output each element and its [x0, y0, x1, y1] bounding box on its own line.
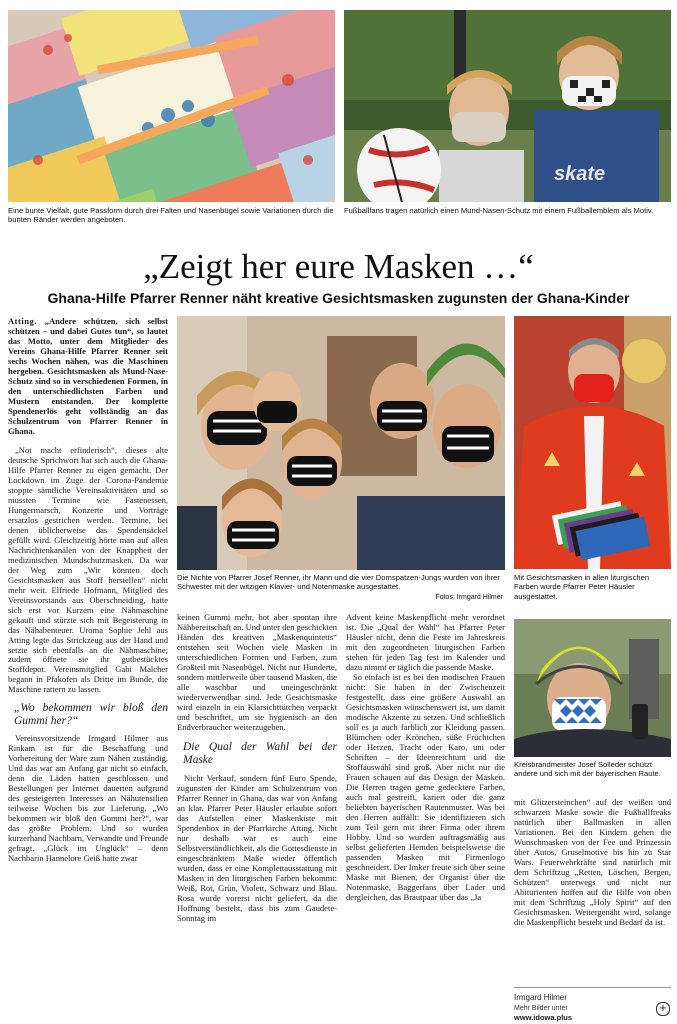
col4-paragraph-1: mit Glitzersteinchen“ auf der weißen und schwarzen Maske sowie die Fußballfreaks natürlich über Ballmasken in allen Variationen. Bei den Kindern gehen die Wunschmasken von der Fee und Prinzessin über Autos, Gruselmotive bis hin zu Star Wars. Feuerwehrkräfte sind natürlich mit dem Schriftzug „Retten, Löschen, Bergen, Schützen“ unterwegs und nicht nur Abiturienten hoffen auf die Hilfe von oben mit dem Schriftzug „Holy Spirit“ auf den Gesichtsmasken. Weitergenäht wird, solange die Maskenpflicht besteht und Bedarf da ist. [514, 797, 671, 927]
byline-divider [514, 987, 671, 988]
col3-paragraph-1: Advent keine Maskenpflicht mehr verordnet ist. Die „Qual der Wahl“ hat Pfarrer Peter Häusler nicht, denn die Feste im Jahreskreis mit den zugeordneten liturgischen Farben stehen für jeden Tag fest im Kalender und dazu nimmt er täglich die passende Maske. [346, 612, 505, 672]
caption-firefighter: Kreisbrandmeister Josef Solleder schützt andere und sich mit der bayerischen Raute. [514, 760, 661, 779]
subheadline: Ghana-Hilfe Pfarrer Renner näht kreative Gesichtsmasken zugunsten der Ghana-Kinder [47, 290, 630, 306]
domspatzen-group-photo [177, 316, 505, 570]
column-1 [8, 316, 168, 863]
lead-text: „Andere schützen, sich selbst schützen – und dabei Gutes tun“, so lautet das Motto, unter dem Mitglieder des Vereins Ghana-Hilfe Pfarrer Renner seit sechs Wochen nähen, was die Maschinen hergeben. Gesichtsmasken als Mund-Nase-Schutz sind so in verschiedenen Formen, in den unterschiedlichsten Farben und Mustern entstanden. Der komplette Spendenerlös geht vollständig an das Schulzentrum von Pfarrer Renner in Ghana. [8, 316, 168, 436]
col1-paragraph-2: Vereinsvorsitzende Irmgard Hilmer aus Rinkam ist für die Beschaffung und Vorbereitung der Ware zum Nähen zuständig. Und das war am Anfang gar nicht so einfach, denn die Läden hatten geschlossen und Bestellungen per Internet dauerten aufgrund des gesteigerten Interesses an Nähutensilien teilweise Wochen bis zur Lieferung. „Wo bekommen wir bloß den Gummi her?“, war das größte Problem. Und so wurden kurzerhand Nachbarn, Verwandte und Freunde gefragt. „Glück im Unglück“ – denn Nachbarin Hannelore Geiß hatte zwar [8, 733, 168, 864]
col2-paragraph-1: keinen Gummi mehr, bot aber spontan ihre Nähbereitschaft an. Und unter den geschickten Händen des kreativen „Maskenquintetts“ entstehen seit Wochen viele Masken in unterschiedlichen Formen und Farben, zum Großteil mit Nasenbügel. Nicht nur Hunderte, sondern mittlerweile über tausend Masken, die alle waschbar und uneingeschränkt wiederverwendbar sind. Jede Gesichtsmaske wird einzeln in ein Klarsichttütchen verpackt und beschriftet, um sie hygienisch an den Endverbraucher weiterzugeben. [177, 612, 337, 732]
lead-paragraph [8, 316, 168, 436]
column-3 [346, 612, 505, 902]
byline-author: Irmgard Hilmer [514, 993, 567, 1002]
plus-icon: + [656, 1002, 670, 1016]
col2-paragraph-2: Nicht Verkauf, sondern fünf Euro Spende, zugunsten der Kinder am Schulzentrum von Pfarrer Renner in Ghana, das war von Anfang an klar. Pfarrer Peter Häusler erlaubte sofort das Aufstellen einer Maskenkiste mit Spendenbox in der Pfarrkirche Atting. Nicht nur deshalb war es auch eine Selbstverständlichkeit, als die Gottesdienste in eingeschränktem Maße wieder öffentlich wurden, dass er eine Komplettausstattung mit Masken in den liturgischen Farben bekommt: Weiß, Rot, Grün, Violett, Schwarz und Blau. Rosa wurde vorerst nicht geliefert, da die Hoffnung besteht, dass bis zum Gaudete-Sonntag im [177, 772, 337, 923]
svg-text:skate: skate [554, 163, 606, 185]
column-4 [514, 797, 671, 927]
caption-domspatzen: Die Nichte von Pfarrer Josef Renner, ihr Mann und die vier Domspatzen-Jungs wurden von ihrer Schwester mit der witzigen Klavier- und Notenmaske ausgestattet. [177, 573, 500, 592]
byline-more-pictures: Mehr Bilder unter [514, 1005, 568, 1012]
firefighter-photo [514, 619, 671, 757]
subhead-qual-der-wahl: Die Qual der Wahl bei der Maske [183, 740, 337, 766]
priest-photo [514, 316, 671, 569]
headline: „Zeigt her eure Masken …“ [143, 247, 534, 286]
subhead-gummi: „Wo bekommen wir bloß den Gummi her?“ [14, 702, 168, 728]
masks-fabric-photo [8, 10, 335, 202]
caption-football-fans: Fußballfans tragen natürlich einen Mund-Nasen-Schutz mit einem Fußballemblem als Motiv. [344, 206, 654, 215]
lead-place: Atting. [8, 316, 37, 326]
column-2 [177, 612, 337, 923]
caption-priest: Mit Gesichtsmasken in allen liturgischen Farben wurde Pfarrer Peter Häusler ausgestattet. [514, 573, 650, 601]
col1-paragraph-1: „Not macht erfinderisch“, dieses alte deutsche Sprichwort hat sich auch die Ghana-Hilfe Pfarrer Renner zu eigen gemacht. Der Lockdown im Zuge der Corona-Pandemie stoppte sämtliche Vereinsaktivitäten und so mussten Termine wie Fastenessen, Hungermarsch, Konzerte und Vorträge ersatzlos gestrichen werden. Termine, bei denen üblicherweise das Spendensäckel gefüllt wird. Gleichzeitig hörte man auf allen Nachrichtenkanälen von der Knappheit der medizinischen Mundschutzmasken. Da war der Weg zum „Wir könnten doch Gesichtsmasken aus Stoff herstellen“ nicht mehr weit. Elfriede Hofmann, Mitglied des Vereinsvorstands aus Oberschneiding, hatte sich erst vor Kurzem eine Nähmaschine gekauft und stürzte sich mit Begeisterung in das Nähabenteuer. Uroma Sophie Jehl aus Atting legte das Strickzeug aus der Hand und setzte sich ebenfalls an die Nähmaschine; zudem öffnete sie ihr gutbestücktes Stoffdepot. Vereinsmitglied Gabi Malcher begann in Pfakofen als Dritte im Bunde, die Maschine rattern zu lassen. [8, 444, 168, 695]
photo-credit: Fotos: Irmgard Hilmer [435, 594, 503, 601]
football-fans-photo [344, 10, 671, 202]
caption-fabric: Eine bunte Vielfalt, gute Passform durch drei Falten und Nasenbügel sowie Variationen durch die bunten Ränder werden angeboten. [8, 206, 334, 225]
col3-paragraph-2: So einfach ist es bei den modischen Frauen nicht: Sie haben in der Zwischenzeit festgestellt, dass eine größere Auswahl an Gesichtsmasken wünschenswert ist, um damit modische Akzente zu setzen. Und schließlich soll es ja auch farblich zur Kleidung passen. Blümchen oder Krönchen, süße Früchtchen oder Herzen, Tracht oder Karo, uni oder Schriften – der Ideenreichtum und die Stoffauswahl sind groß. Aber nicht nur die Frauen schauen auf das Design der Masken. Die Herren tragen gerne gedecktere Farben, auch mal gestreift, kariert oder die ganz beliebten bayerischen Rautenmuster. Was bei den Herren auffällt: Sie identifizieren sich zum Teil gern mit ihrer Firma oder ihrem Hobby. Und so wurden auftragsmäßig aus selbst gelieferten Hemden beispielsweise die passenden Masken mit Firmenlogo geschneidert. Der Imker freute sich über seine Maske mit Bienen, der Organist über die Notenmaske, Baggerfans über Lader und dergleichen, das Brautpaar über das „Ja [346, 671, 505, 902]
byline-website-link[interactable]: www.idowa.plus [514, 1013, 573, 1022]
